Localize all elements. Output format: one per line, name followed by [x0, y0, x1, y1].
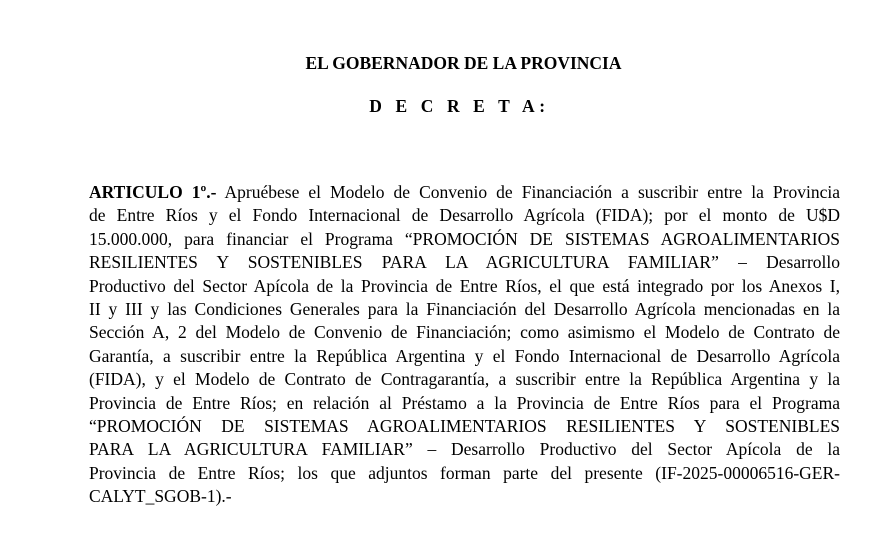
document-heading: EL GOBERNADOR DE LA PROVINCIA [305, 53, 622, 73]
article-line: “PROMOCIÓN DE SISTEMAS AGROALIMENTARIOS RESILIENTES Y SOSTENIBLES [89, 415, 840, 436]
article-line: CALYT_SGOB-1).- [89, 486, 232, 507]
article-line: (FIDA), y el Modelo de Contrato de Contragarantía, a suscribir entre la República Argentina y la [89, 369, 840, 390]
article-line: Provincia de Entre Ríos; en relación al Préstamo a la Provincia de Entre Ríos para el Programa [89, 392, 840, 413]
article-line [89, 181, 840, 204]
article-line: Sección A, 2 del Modelo de Convenio de Financiación; como asimismo el Modelo de Contrato de [89, 322, 840, 343]
article-line: II y III y las Condiciones Generales para la Financiación del Desarrollo Agrícola mencionadas en la [89, 298, 840, 319]
article-label: ARTICULO 1º.- [89, 182, 217, 202]
article-line: 15.000.000, para financiar el Programa “PROMOCIÓN DE SISTEMAS AGROALIMENTARIOS [89, 228, 840, 249]
article-line: Provincia de Entre Ríos; los que adjuntos forman parte del presente (IF-2025-00006516-GER- [89, 462, 840, 483]
article-line: PARA LA AGRICULTURA FAMILIAR” – Desarrollo Productivo del Sector Apícola de la [89, 439, 840, 460]
decree-title: D E C R E T A: [369, 96, 550, 116]
article-line: de Entre Ríos y el Fondo Internacional de Desarrollo Agrícola (FIDA); por el monto de U$D [89, 205, 840, 226]
article-line: Productivo del Sector Apícola de la Provincia de Entre Ríos, el que está integrado por los Anexos I, [89, 275, 840, 296]
article-line: Garantía, a suscribir entre la República Argentina y el Fondo Internacional de Desarrollo Agrícola [89, 345, 840, 366]
article-line-text: Apruébese el Modelo de Convenio de Financiación a suscribir entre la Provincia [216, 182, 840, 202]
article-line: RESILIENTES Y SOSTENIBLES PARA LA AGRICULTURA FAMILIAR” – Desarrollo [89, 252, 840, 273]
article-1 [89, 181, 840, 508]
